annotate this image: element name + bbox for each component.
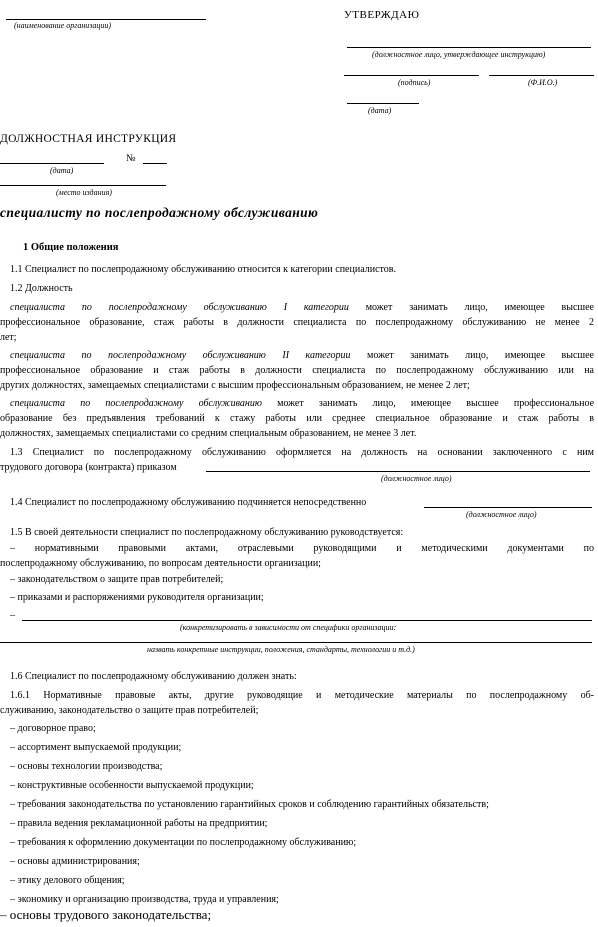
order-issuer-caption: (должностное лицо) <box>381 474 452 483</box>
list-item: – требования к оформлению документации по послепродажному обслуживанию; <box>10 837 357 848</box>
last-list-item: – основы трудового законодательства; <box>0 907 212 922</box>
supervisor-line[interactable] <box>424 507 592 508</box>
paragraph-1-6-1: 1.6.1 Нормативные правовые акты, другие руководящие и методические материалы по послепродажному об- служиванию, законодательство о защите прав потребителей; <box>0 690 594 716</box>
paragraph-1-3: 1.3 Специалист по послепродажному обслуживанию оформляется на должность на основании заключенного с ним трудового договора (контракта) приказом <box>0 447 594 473</box>
signature-line[interactable] <box>344 75 479 76</box>
order-issuer-line[interactable] <box>206 471 590 472</box>
paragraph-1-5: 1.5 В своей деятельности специалист по послепродажному обслуживанию руководствуется: <box>10 527 404 538</box>
doc-date-caption: (дата) <box>50 166 74 175</box>
doc-place-caption: (место издания) <box>56 188 112 197</box>
list-item: – правила ведения рекламационной работы на предприятии; <box>10 818 268 829</box>
document-subtitle: специалисту по послепродажному обслуживанию <box>0 205 319 220</box>
document-title: ДОЛЖНОСТНАЯ ИНСТРУКЦИЯ <box>0 133 177 145</box>
guidance-bullet-1: – нормативными правовыми актами, отраслевыми руководящими и методическими документами по послепродажному обслуживанию, по вопросам деятельности организации; <box>0 543 594 569</box>
fio-caption: (Ф.И.О.) <box>528 78 558 87</box>
list-item: – договорное право; <box>10 723 96 734</box>
fio-line[interactable] <box>489 75 594 76</box>
approver-position-line[interactable] <box>347 47 591 48</box>
approve-label: УТВЕРЖДАЮ <box>344 9 420 21</box>
list-item: – основы технологии производства; <box>10 761 163 772</box>
list-item: – экономику и организацию производства, труда и управления; <box>10 894 279 905</box>
guidance-caption-2: назвать конкретные инструкции, положения, стандарты, технологии и т.д.) <box>147 645 415 654</box>
list-item: – основы администрирования; <box>10 856 140 867</box>
category-2-paragraph: специалиста по послепродажному обслуживанию II категории может занимать лицо, имеющее высшее профессиональное образование и стаж работы в должности специалиста по послепродажному обслуживанию или на других должностях, замещаемых специалистами с высшим профессиональным образованием, не менее 2 лет; <box>0 350 594 391</box>
doc-number-label: № <box>126 153 136 164</box>
guidance-bullet-3: – приказами и распоряжениями руководителя организации; <box>10 592 264 603</box>
guidance-custom-line-2[interactable] <box>0 642 592 643</box>
category-1-paragraph: специалиста по послепродажному обслуживанию I категории может занимать лицо, имеющее высшее профессиональное образование, стаж работы в должности специалиста по послепродажному обслуживанию не менее 2 лет; <box>0 302 594 343</box>
approver-position-caption: (должностное лицо, утверждающее инструкцию) <box>372 50 546 59</box>
org-name-caption: (наименование организации) <box>14 21 112 30</box>
list-item: – ассортимент выпускаемой продукции; <box>10 742 182 753</box>
list-item: – требования законодательства по установлению гарантийных сроков и соблюдению гарантийных обязательств; <box>10 799 489 810</box>
org-name-line[interactable] <box>6 19 206 20</box>
doc-number-line[interactable] <box>143 163 167 164</box>
section-heading: 1 Общие положения <box>23 242 119 253</box>
paragraph-1-2: 1.2 Должность <box>10 283 73 294</box>
guidance-bullet-4: – <box>10 610 15 621</box>
list-item: – конструктивные особенности выпускаемой продукции; <box>10 780 254 791</box>
paragraph-1-6: 1.6 Специалист по послепродажному обслуживанию должен знать: <box>10 671 297 682</box>
category-3-paragraph: специалиста по послепродажному обслуживанию может занимать лицо, имеющее высшее профессиональное образование без предъявления требований к стажу работы или среднее специальное образование и стаж работы в должностях, замещаемых специалистами со средним специальным образованием, не менее 3 лет. <box>0 398 595 439</box>
guidance-caption-1: (конкретизировать в зависимости от специфики организации: <box>180 623 397 632</box>
doc-date-line[interactable] <box>0 163 104 164</box>
guidance-bullet-2: – законодательством о защите прав потребителей; <box>10 574 224 585</box>
guidance-custom-line[interactable] <box>22 620 592 621</box>
doc-place-line[interactable] <box>0 185 166 186</box>
signature-caption: (подпись) <box>398 78 431 87</box>
approve-date-caption: (дата) <box>368 106 392 115</box>
paragraph-1-1: 1.1 Специалист по послепродажному обслуживанию относится к категории специалистов. <box>10 264 396 275</box>
list-item: – этику делового общения; <box>10 875 125 886</box>
supervisor-caption: (должностное лицо) <box>466 510 537 519</box>
paragraph-1-4: 1.4 Специалист по послепродажному обслуживанию подчиняется непосредственно <box>10 497 367 508</box>
approve-date-line[interactable] <box>347 103 419 104</box>
